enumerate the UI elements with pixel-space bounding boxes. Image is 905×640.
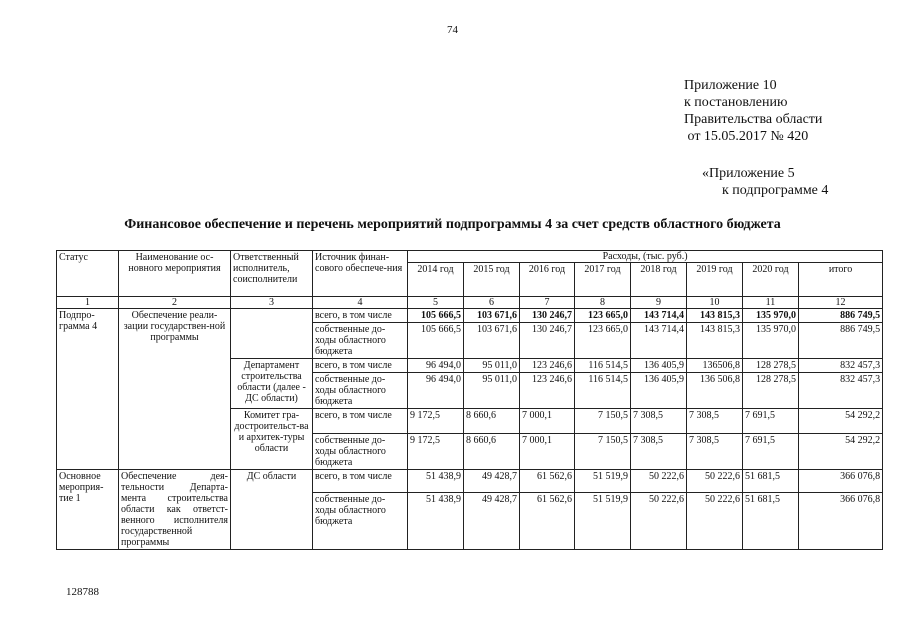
value-cell: 105 666,5 <box>408 323 464 359</box>
source-cell: всего, в том числе <box>313 359 408 373</box>
value-cell: 7 308,5 <box>631 409 687 434</box>
page-number: 74 <box>447 24 458 36</box>
value-cell: 366 076,8 <box>799 470 883 493</box>
value-cell: 8 660,6 <box>464 409 520 434</box>
value-cell: 136 405,9 <box>631 359 687 373</box>
header-year: 2016 год <box>520 263 575 297</box>
header-status: Статус <box>57 251 119 297</box>
header-row <box>57 251 883 263</box>
value-cell: 143 815,3 <box>687 323 743 359</box>
value-cell: 128 278,5 <box>743 373 799 409</box>
column-number: 3 <box>231 297 313 309</box>
value-cell: 96 494,0 <box>408 359 464 373</box>
column-number: 4 <box>313 297 408 309</box>
value-cell: 7 150,5 <box>575 434 631 470</box>
value-cell: 51 681,5 <box>743 492 799 549</box>
value-cell: 832 457,3 <box>799 359 883 373</box>
value-cell: 136 506,8 <box>687 373 743 409</box>
source-cell: собственные до-ходы областного бюджета <box>313 323 408 359</box>
source-cell: собственные до-ходы областного бюджета <box>313 492 408 549</box>
source-cell: всего, в том числе <box>313 409 408 434</box>
column-number: 2 <box>119 297 231 309</box>
value-cell: 143 815,3 <box>687 309 743 323</box>
header-expenses: Расходы, (тыс. руб.) <box>408 251 883 263</box>
header-year: 2017 год <box>575 263 631 297</box>
value-cell: 116 514,5 <box>575 359 631 373</box>
column-number: 1 <box>57 297 119 309</box>
value-cell: 128 278,5 <box>743 359 799 373</box>
header-year: 2018 год <box>631 263 687 297</box>
column-number: 11 <box>743 297 799 309</box>
executor-cell <box>231 309 313 359</box>
budget-table <box>56 250 883 550</box>
document-title: Финансовое обеспечение и перечень мероприятий подпрограммы 4 за счет средств областного бюджета <box>124 217 781 232</box>
value-cell: 7 308,5 <box>687 409 743 434</box>
source-cell: всего, в том числе <box>313 309 408 323</box>
value-cell: 50 222,6 <box>687 492 743 549</box>
value-cell: 7 308,5 <box>631 434 687 470</box>
value-cell: 886 749,5 <box>799 309 883 323</box>
value-cell: 8 660,6 <box>464 434 520 470</box>
header-source: Источник финан-сового обеспече-ния <box>313 251 408 297</box>
value-cell: 61 562,6 <box>520 470 575 493</box>
appendix-line: Приложение 10 <box>684 78 777 93</box>
footer-code: 128788 <box>66 586 99 598</box>
value-cell: 135 970,0 <box>743 309 799 323</box>
value-cell: 103 671,6 <box>464 309 520 323</box>
header-name: Наименование ос-новного мероприятия <box>119 251 231 297</box>
value-cell: 51 519,9 <box>575 470 631 493</box>
appendix-line: от 15.05.2017 № 420 <box>684 129 809 144</box>
value-cell: 54 292,2 <box>799 409 883 434</box>
header-year: 2020 год <box>743 263 799 297</box>
value-cell: 7 000,1 <box>520 434 575 470</box>
value-cell: 130 246,7 <box>520 309 575 323</box>
source-cell: собственные до-ходы областного бюджета <box>313 434 408 470</box>
value-cell: 143 714,4 <box>631 309 687 323</box>
sub-appendix-line: «Приложение 5 <box>702 166 795 181</box>
column-number: 9 <box>631 297 687 309</box>
appendix-line: к постановлению <box>684 95 788 110</box>
source-cell: собственные до-ходы областного бюджета <box>313 373 408 409</box>
value-cell: 54 292,2 <box>799 434 883 470</box>
value-cell: 50 222,6 <box>631 492 687 549</box>
source-cell: всего, в том числе <box>313 470 408 493</box>
status-cell: Подпро-грамма 4 <box>57 309 119 470</box>
executor-cell: ДС области <box>231 470 313 550</box>
value-cell: 143 714,4 <box>631 323 687 359</box>
column-number: 7 <box>520 297 575 309</box>
header-year: 2015 год <box>464 263 520 297</box>
value-cell: 886 749,5 <box>799 323 883 359</box>
header-year: 2014 год <box>408 263 464 297</box>
value-cell: 9 172,5 <box>408 409 464 434</box>
header-total: итого <box>799 263 883 297</box>
value-cell: 366 076,8 <box>799 492 883 549</box>
column-number: 5 <box>408 297 464 309</box>
value-cell: 7 691,5 <box>743 409 799 434</box>
executor-cell: Комитет гра-достроительст-ва и архитек-туры области <box>231 409 313 470</box>
header-executor: Ответственный исполнитель, соисполнители <box>231 251 313 297</box>
value-cell: 61 562,6 <box>520 492 575 549</box>
value-cell: 832 457,3 <box>799 373 883 409</box>
value-cell: 123 665,0 <box>575 323 631 359</box>
value-cell: 51 438,9 <box>408 470 464 493</box>
value-cell: 135 970,0 <box>743 323 799 359</box>
value-cell: 51 438,9 <box>408 492 464 549</box>
header-year: 2019 год <box>687 263 743 297</box>
sub-appendix-block <box>702 165 828 199</box>
column-number-row <box>57 297 883 309</box>
column-number: 6 <box>464 297 520 309</box>
status-cell: Основное мероприя-тие 1 <box>57 470 119 550</box>
measure-name-cell: Обеспечение дея-тельности Департа-мента строительства области как ответст-венного исполнителя государственной программы <box>119 470 231 550</box>
table-row <box>57 470 883 493</box>
value-cell: 105 666,5 <box>408 309 464 323</box>
measure-name-cell: Обеспечение реали-зации государствен-ной программы <box>119 309 231 470</box>
value-cell: 123 246,6 <box>520 373 575 409</box>
value-cell: 7 150,5 <box>575 409 631 434</box>
value-cell: 7 691,5 <box>743 434 799 470</box>
value-cell: 7 000,1 <box>520 409 575 434</box>
value-cell: 95 011,0 <box>464 373 520 409</box>
value-cell: 50 222,6 <box>631 470 687 493</box>
column-number: 10 <box>687 297 743 309</box>
sub-appendix-line: к подпрограмме 4 <box>722 183 829 198</box>
value-cell: 96 494,0 <box>408 373 464 409</box>
value-cell: 136506,8 <box>687 359 743 373</box>
column-number: 8 <box>575 297 631 309</box>
value-cell: 130 246,7 <box>520 323 575 359</box>
column-number: 12 <box>799 297 883 309</box>
value-cell: 123 665,0 <box>575 309 631 323</box>
value-cell: 103 671,6 <box>464 323 520 359</box>
value-cell: 136 405,9 <box>631 373 687 409</box>
executor-cell: Департамент строительства области (далее - ДС области) <box>231 359 313 409</box>
value-cell: 49 428,7 <box>464 492 520 549</box>
value-cell: 116 514,5 <box>575 373 631 409</box>
value-cell: 51 681,5 <box>743 470 799 493</box>
table-row <box>57 309 883 323</box>
value-cell: 50 222,6 <box>687 470 743 493</box>
appendix-block <box>684 77 822 145</box>
value-cell: 49 428,7 <box>464 470 520 493</box>
appendix-line: Правительства области <box>684 112 823 127</box>
value-cell: 7 308,5 <box>687 434 743 470</box>
value-cell: 51 519,9 <box>575 492 631 549</box>
value-cell: 9 172,5 <box>408 434 464 470</box>
value-cell: 95 011,0 <box>464 359 520 373</box>
value-cell: 123 246,6 <box>520 359 575 373</box>
